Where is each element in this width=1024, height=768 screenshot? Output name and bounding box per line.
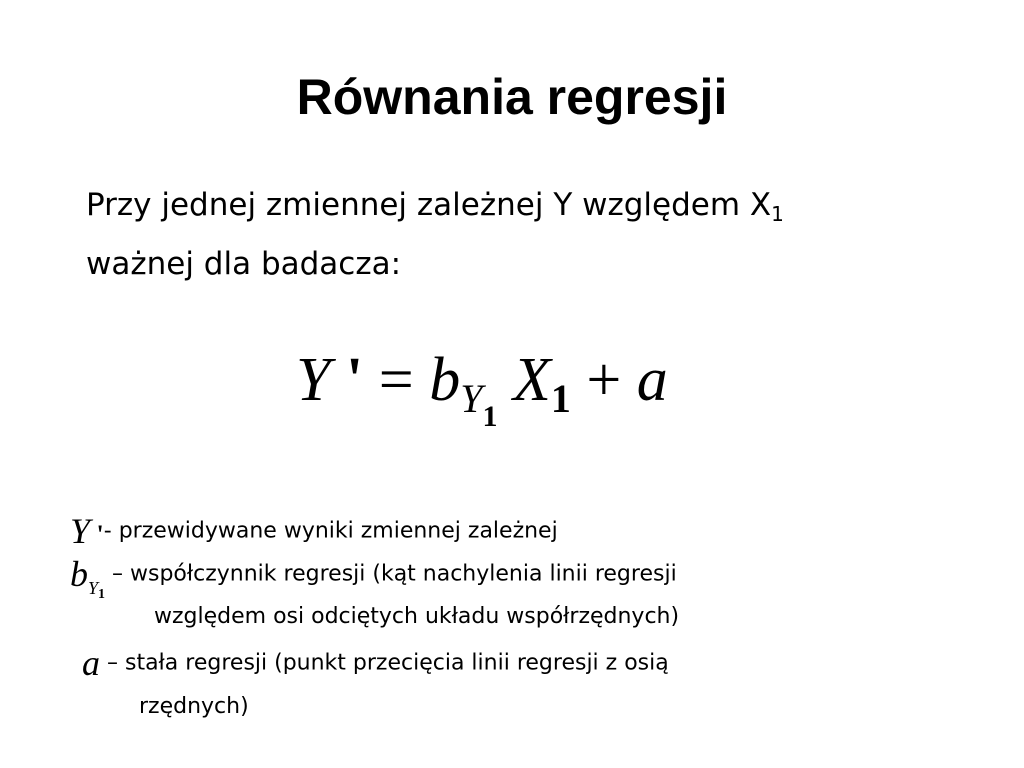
intro-line-1-subscript: 1 (771, 202, 784, 226)
definition-symbol-b (70, 553, 106, 602)
formula-plus: + (570, 346, 637, 414)
formula-y: Y (296, 346, 331, 414)
definition-symbol-b-sub-y: Y (88, 578, 99, 598)
definition-b (70, 553, 677, 602)
definition-symbol-y (70, 510, 104, 552)
definition-y-prime-text: - przewidywane wyniki zmiennej zależnej (103, 518, 558, 544)
definition-symbol-y-prime: ' (90, 520, 104, 549)
definition-b-text: – współczynnik regresji (kąt nachylenia linii regresji (105, 561, 677, 587)
slide-title: Równania regresji (296, 69, 728, 125)
definition-b-continuation: względem osi odciętych układu współrzędnych) (154, 604, 680, 629)
formula-b: b (429, 346, 461, 414)
intro-text (86, 180, 986, 289)
intro-line-2: ważnej dla badacza: (86, 246, 402, 282)
definition-a-text: – stała regresji (punkt przecięcia linii regresji z osią (100, 650, 669, 676)
formula-x: X (497, 346, 551, 414)
intro-line-1-text: Przy jednej zmiennej zależnej Y względem X (86, 187, 772, 223)
definition-symbol-b-sub (88, 578, 106, 602)
definition-y-prime (70, 510, 558, 552)
formula-b-subscript-1: 1 (482, 400, 498, 433)
formula-equals: = (363, 346, 430, 414)
definition-symbol-b-letter: b (70, 554, 88, 594)
formula-a: a (636, 346, 668, 414)
formula-b-subscript (460, 376, 498, 433)
formula-x-subscript: 1 (550, 376, 571, 421)
intro-line-1 (86, 180, 986, 239)
definition-a-continuation: rzędnych) (139, 694, 249, 719)
definition-symbol-a: a (82, 643, 100, 683)
regression-formula (296, 340, 716, 440)
definition-symbol-y-letter: Y (70, 511, 91, 551)
definition-symbol-b-sub-1: 1 (98, 587, 106, 602)
definition-a (70, 642, 669, 684)
formula-b-subscript-y: Y (460, 376, 483, 421)
formula-prime: ' (330, 346, 364, 414)
